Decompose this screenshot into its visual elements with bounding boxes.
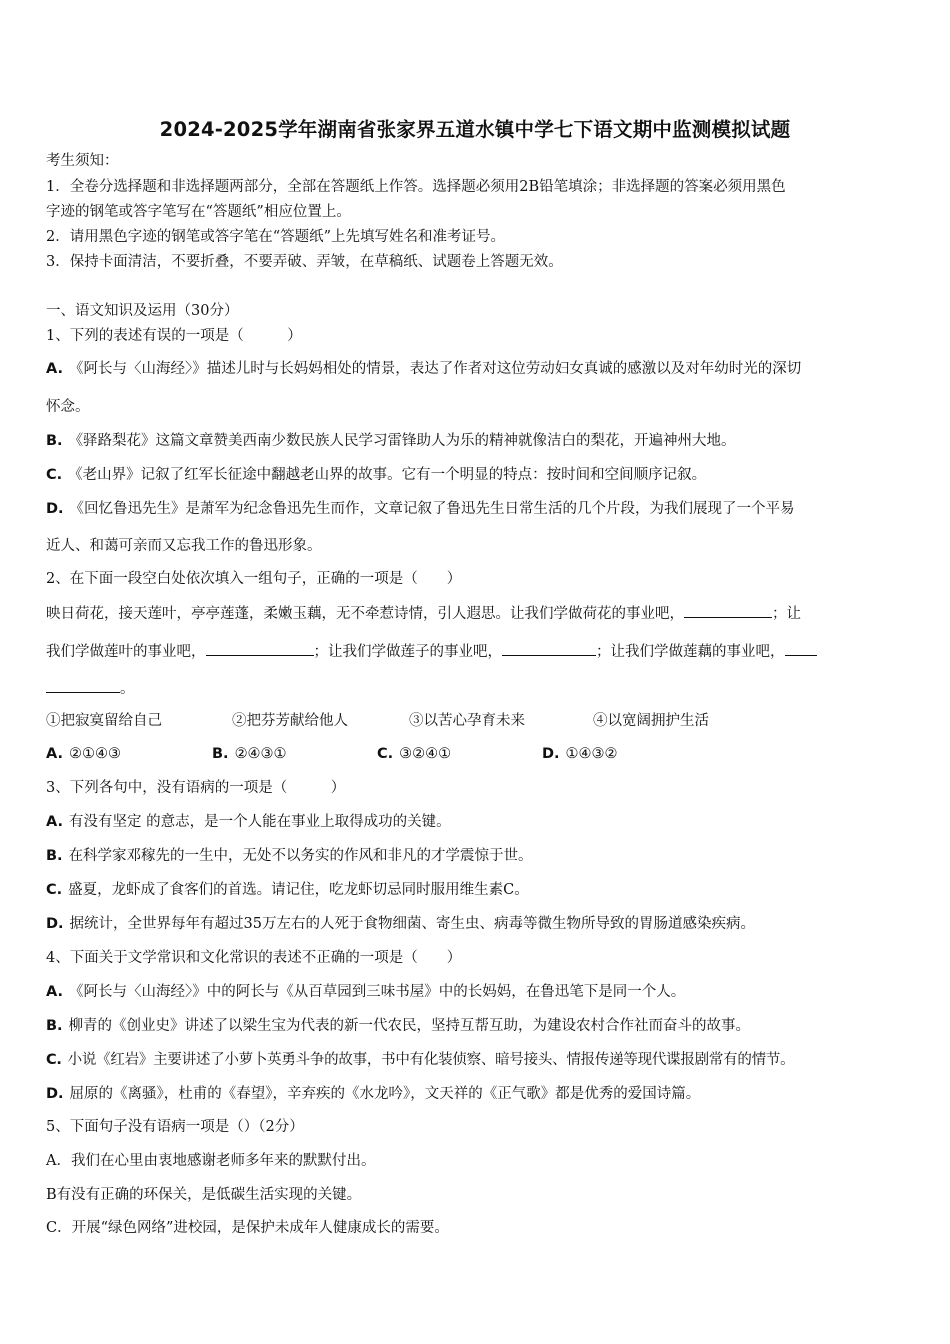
option-text: 《老山界》记叙了红军长征途中翻越老山界的故事。它有一个明显的特点：按时间和空间顺序记叙。 [68, 467, 707, 483]
option-text: 《回忆鲁迅先生》是萧军为纪念鲁迅先生而作，文章记叙了鲁迅先生日常生活的几个片段，为我们展现了一个平易 [69, 501, 795, 517]
notice-header: 考生须知： [46, 153, 119, 169]
question-2-option-c [377, 744, 451, 764]
option-text: ②④③① [234, 746, 287, 762]
fill-blank-1 [684, 603, 772, 618]
page-title: 2024-2025学年湖南省张家界五道水镇中学七下语文期中监测模拟试题 [159, 118, 791, 141]
question-4-stem: 4、下面关于文学常识和文化常识的表述不正确的一项是（ ） [46, 950, 462, 966]
sentence-1: ①把寂寞留给自己 [46, 713, 162, 729]
passage-text: 映日荷花，接天莲叶，亭亭莲蓬，柔嫩玉藕，无不牵惹诗情，引人遐思。让我们学做荷花的事业吧， [46, 606, 684, 622]
option-text: 柳青的《创业史》讲述了以梁生宝为代表的新一代农民，坚持互帮互助，为建设农村合作社而奋斗的故事。 [68, 1018, 751, 1034]
notice-item-1-cont: 字迹的钢笔或答字笔写在“答题纸”相应位置上。 [46, 204, 351, 220]
section-heading: 一、语文知识及运用（30分） [46, 303, 239, 319]
option-text: 《阿长与〈山海经〉》描述儿时与长妈妈相处的情景，表达了作者对这位劳动妇女真诚的感激以及对年幼时光的深切 [69, 361, 802, 377]
notice-item-1: 1．全卷分选择题和非选择题两部分，全部在答题纸上作答。选择题必须用2B铅笔填涂；非选择题的答案必须用黑色 [46, 179, 786, 195]
passage-text: 我们学做莲叶的事业吧， [46, 644, 206, 660]
question-1-option-b [46, 431, 736, 451]
option-label: C. [377, 746, 394, 762]
passage-text: ；让我们学做莲子的事业吧， [313, 644, 502, 660]
question-3-option-c [46, 880, 529, 900]
question-4-option-b [46, 1016, 750, 1036]
question-5-option-b: B有没有正确的环保关，是低碳生活实现的关键。 [46, 1187, 362, 1203]
question-2-option-b [212, 744, 287, 764]
question-2-passage-line-1 [46, 603, 801, 624]
sentence-4: ④以宽阔拥护生活 [593, 713, 709, 729]
option-text: 在科学家邓稼先的一生中，无处不以务实的作风和非凡的才学震惊于世。 [68, 848, 533, 864]
question-1-option-d-cont: 近人、和蔼可亲而又忘我工作的鲁迅形象。 [46, 538, 322, 554]
question-5-option-c: C．开展“绿色网络”进校园，是保护未成年人健康成长的需要。 [46, 1220, 449, 1236]
question-2-option-a [46, 744, 121, 764]
question-3-option-b [46, 846, 533, 866]
question-5-stem: 5、下面句子没有语病一项是（）（2分） [46, 1119, 304, 1135]
option-label: D. [46, 1086, 64, 1102]
option-label: B. [46, 1018, 63, 1034]
question-2-option-d [542, 744, 618, 764]
option-text: ③②④① [399, 746, 452, 762]
option-text: 屈原的《离骚》，杜甫的《春望》，辛弃疾的《水龙吟》，文天祥的《正气歌》都是优秀的爱国诗篇。 [69, 1086, 701, 1102]
option-text: 盛夏，龙虾成了食客们的首选。请记住，吃龙虾切忌同时服用维生素C。 [68, 882, 529, 898]
option-label: C. [46, 882, 63, 898]
option-label: A. [46, 361, 63, 377]
option-label: D. [46, 916, 64, 932]
option-label: B. [46, 848, 63, 864]
fill-blank-3 [502, 641, 596, 656]
question-1-stem: 1、下列的表述有误的一项是（ ） [46, 328, 302, 344]
notice-item-3: 3．保持卡面清洁，不要折叠，不要弄破、弄皱，在草稿纸、试题卷上答题无效。 [46, 254, 563, 270]
option-text: ①④③② [565, 746, 618, 762]
question-3-option-a [46, 812, 451, 832]
question-3-stem: 3、下列各句中，没有语病的一项是（ ） [46, 780, 346, 796]
question-1-option-a [46, 359, 801, 379]
option-label: B. [212, 746, 229, 762]
option-label: C. [46, 1052, 62, 1068]
option-label: A. [46, 984, 63, 1000]
notice-item-2: 2．请用黑色字迹的钢笔或答字笔在“答题纸”上先填写姓名和准考证号。 [46, 229, 506, 245]
question-1-option-c [46, 465, 706, 485]
question-1-option-a-cont: 怀念。 [46, 399, 90, 415]
option-label: D. [46, 501, 64, 517]
question-2-stem: 2、在下面一段空白处依次填入一组句子，正确的一项是（ ） [46, 571, 462, 587]
question-4-option-d [46, 1084, 700, 1104]
option-label: D. [542, 746, 560, 762]
fill-blank-4-start [785, 641, 817, 656]
fill-blank-4-end [46, 678, 120, 693]
option-label: C. [46, 467, 63, 483]
sentence-2: ②把芬芳献给他人 [232, 713, 348, 729]
question-2-passage-line-2 [46, 641, 817, 662]
option-text: ②①④③ [69, 746, 121, 762]
sentence-3: ③以苦心孕育未来 [409, 713, 525, 729]
option-text: 有没有坚定 的意志，是一个人能在事业上取得成功的关键。 [69, 814, 451, 830]
question-2-passage-line-3 [46, 678, 135, 699]
option-label: A. [46, 814, 63, 830]
passage-text: ；让 [772, 606, 801, 622]
question-4-option-c [46, 1050, 794, 1070]
question-5-option-a: A．我们在心里由衷地感谢老师多年来的默默付出。 [46, 1153, 376, 1169]
option-text: 据统计，全世界每年有超过35万左右的人死于食物细菌、寄生虫、病毒等微生物所导致的胃肠道感染疾病。 [69, 916, 755, 932]
option-label: B. [46, 433, 63, 449]
option-text: 小说《红岩》主要讲述了小萝卜英勇斗争的故事，书中有化装侦察、暗号接头、情报传递等现代谍报剧常有的情节。 [67, 1052, 795, 1068]
fill-blank-2 [206, 641, 314, 656]
option-text: 《驿路梨花》这篇文章赞美西南少数民族人民学习雷锋助人为乐的精神就像洁白的梨花，开遍神州大地。 [68, 433, 736, 449]
passage-text: ；让我们学做莲藕的事业吧， [596, 644, 785, 660]
question-1-option-d [46, 499, 795, 519]
question-4-option-a [46, 982, 685, 1002]
option-label: A. [46, 746, 63, 762]
passage-text: 。 [120, 681, 135, 697]
question-3-option-d [46, 914, 755, 934]
option-text: 《阿长与〈山海经〉》中的阿长与《从百草园到三味书屋》中的长妈妈，在鲁迅笔下是同一个人。 [69, 984, 686, 1000]
